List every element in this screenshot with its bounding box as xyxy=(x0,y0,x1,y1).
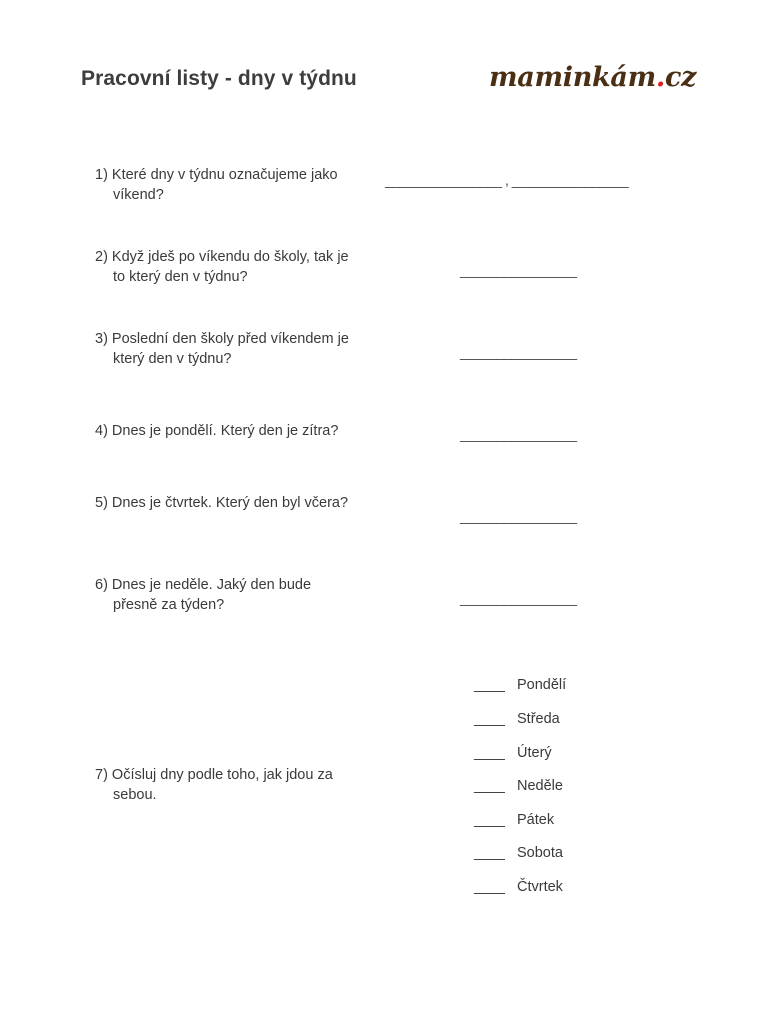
question-5 xyxy=(95,494,357,514)
order-item-ctvrtek xyxy=(474,879,563,895)
day-label: Neděle xyxy=(517,778,563,794)
question-7-text: 7) Očísluj dny podle toho, jak jdou za sebou. xyxy=(95,767,333,803)
answer-line-4[interactable]: ________________ xyxy=(460,426,577,442)
order-slot[interactable]: ____ xyxy=(474,778,505,794)
order-item-nedele xyxy=(474,778,563,794)
day-label: Pondělí xyxy=(517,677,567,693)
logo-main-text: maminkám xyxy=(489,62,656,93)
order-slot[interactable]: ____ xyxy=(474,845,505,861)
answer-line-5[interactable]: ________________ xyxy=(460,508,577,524)
day-label: Středa xyxy=(517,711,560,727)
answer-line-3[interactable]: ________________ xyxy=(460,344,577,360)
question-3 xyxy=(95,330,357,369)
order-item-streda xyxy=(474,711,560,727)
question-6-text: 6) Dnes je neděle. Jaký den bude přesně za týden? xyxy=(95,577,312,613)
question-1-text: 1) Které dny v týdnu označujeme jako víkend? xyxy=(95,167,338,203)
question-1 xyxy=(95,166,357,205)
order-slot[interactable]: ____ xyxy=(474,711,505,727)
logo-suffix-text: cz xyxy=(665,62,697,93)
question-4 xyxy=(95,422,357,442)
answer-line-6[interactable]: ________________ xyxy=(460,590,577,606)
order-slot[interactable]: ____ xyxy=(474,745,505,761)
question-2 xyxy=(95,248,357,287)
logo-dot: . xyxy=(655,62,665,93)
order-item-sobota xyxy=(474,845,563,861)
page-title: Pracovní listy - dny v týdnu xyxy=(81,67,357,90)
order-slot[interactable]: ____ xyxy=(474,812,505,828)
order-item-pondeli xyxy=(474,677,566,693)
answer-line-1[interactable]: ________________ , ________________ xyxy=(385,172,629,188)
order-item-patek xyxy=(474,812,554,828)
question-7 xyxy=(95,766,357,805)
order-slot[interactable]: ____ xyxy=(474,879,505,895)
day-label: Úterý xyxy=(517,745,552,761)
day-label: Pátek xyxy=(517,812,555,828)
order-slot[interactable]: ____ xyxy=(474,677,505,693)
answer-line-2[interactable]: ________________ xyxy=(460,262,577,278)
question-3-text: 3) Poslední den školy před víkendem je který den v týdnu? xyxy=(95,331,349,367)
question-5-text: 5) Dnes je čtvrtek. Který den byl včera? xyxy=(95,495,349,511)
day-label: Sobota xyxy=(517,845,563,861)
day-label: Čtvrtek xyxy=(517,879,563,895)
question-6 xyxy=(95,576,357,615)
question-4-text: 4) Dnes je pondělí. Který den je zítra? xyxy=(95,423,339,439)
question-2-text: 2) Když jdeš po víkendu do školy, tak je to který den v týdnu? xyxy=(95,249,349,285)
brand-logo xyxy=(489,62,696,93)
order-item-utery xyxy=(474,745,552,761)
